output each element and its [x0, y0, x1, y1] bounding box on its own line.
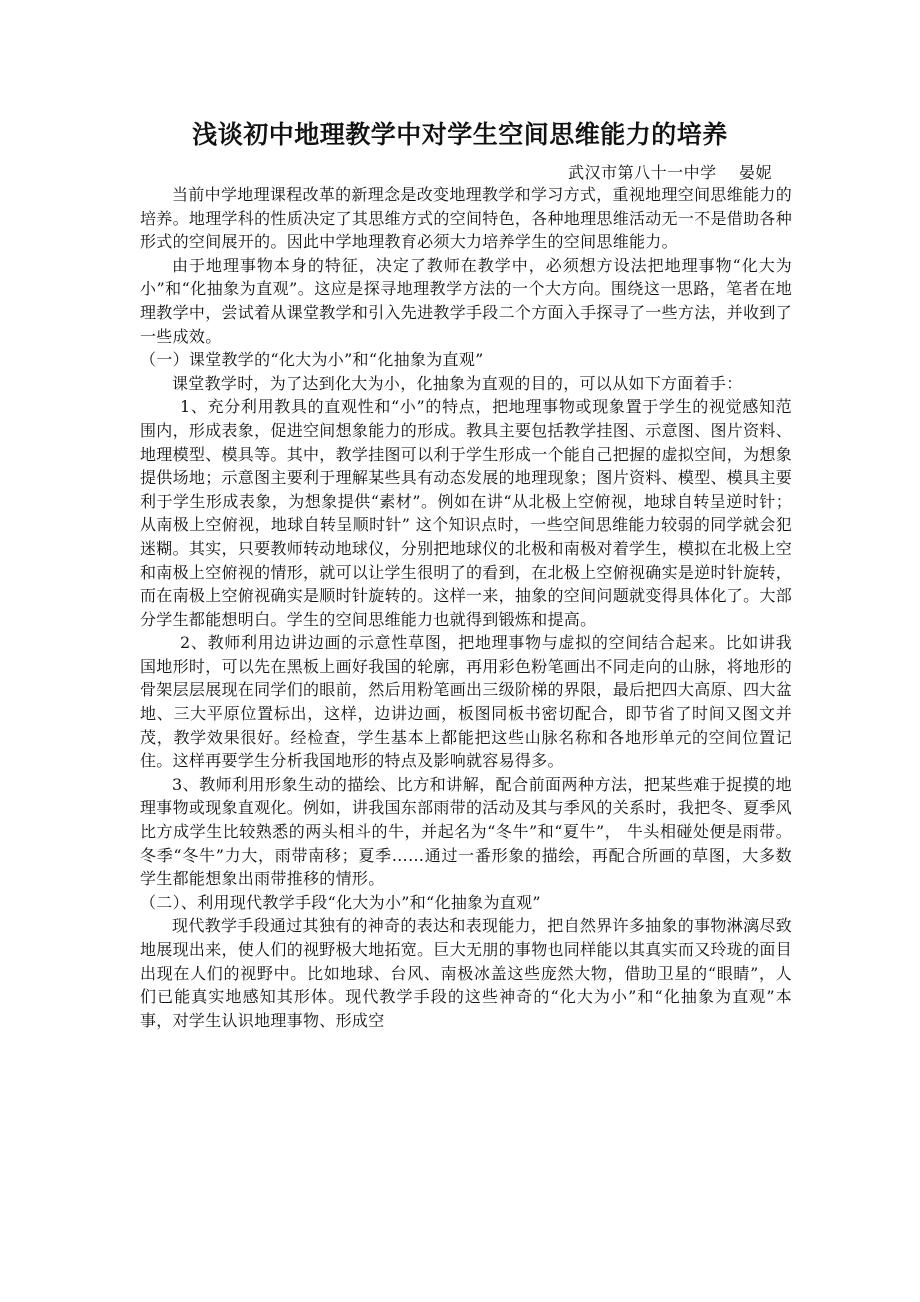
- section-heading-classroom: （一）课堂教学的“化大为小”和“化抽象为直观”: [140, 350, 484, 370]
- paragraph-point-2: 2、教师利用边讲边画的示意性草图，把地理事物与虚拟的空间结合起来。比如讲我国地形时，可以先在黑板上画好我国的轮廓，再用彩色粉笔画出不同走向的山脉，将地形的骨架层层展现在同学们的眼前，然后用粉笔画出三级阶梯的界限，最后把四大高原、四大盆地、三大平原位置标出，这样，边讲边画，板图同板书密切配合，即节省了时间又图文并茂，教学效果很好。经检查，学生基本上都能把这些山脉名称和各地形单元的空间位置记住。这样再要学生分析我国地形的特点及影响就容易得多。: [140, 633, 793, 771]
- section-heading-modern: （二）、利用现代教学手段“化大为小”和“化抽象为直观”: [140, 892, 541, 912]
- paragraph-classroom-intro: 课堂教学时，为了达到化大为小，化抽象为直观的目的，可以从如下方面着手：: [172, 373, 743, 393]
- document-body: [140, 183, 792, 1032]
- document-title: 浅谈初中地理教学中对学生空间思维能力的培养: [192, 120, 728, 149]
- author-line: 武汉市第八十一中学 晏妮: [568, 163, 772, 182]
- paragraph-approach: 由于地理事物本身的特征，决定了教师在教学中，必须想方设法把地理事物“化大为小”和“化抽象为直观”。这应是探寻地理教学方法的一个大方向。围绕这一思路，笔者在地理教学中，尝试着从课堂教学和引入先进教学手段二个方面入手探寻了一些方法，并收到了一些成效。: [140, 255, 793, 346]
- paragraph-intro: 当前中学地理课程改革的新理念是改变地理教学和学习方式，重视地理空间思维能力的培养。地理学科的性质决定了其思维方式的空间特色，各种地理思维活动无一不是借助各种形式的空间展开的。因此中学地理教育必须大力培养学生的空间思维能力。: [140, 185, 793, 252]
- paragraph-modern: 现代教学手段通过其独有的神奇的表达和表现能力，把自然界许多抽象的事物淋漓尽致地展现出来，使人们的视野极大地拓宽。巨大无朋的事物也同样能以其真实而又玲珑的面目出现在人们的视野中。比如地球、台风、南极冰盖这些庞然大物，借助卫星的“眼睛”，人们已能真实地感知其形体。现代教学手段的这些神奇的“化大为小”和“化抽象为直观”本事，对学生认识地理事物、形成空: [140, 916, 793, 1030]
- paragraph-point-1: 1、充分利用教具的直观性和“小”的特点，把地理事物或现象置于学生的视觉感知范围内，形成表象，促进空间想象能力的形成。教具主要包括教学挂图、示意图、图片资料、地理模型、模具等。其中，教学挂图可以利于学生形成一个能自己把握的虚拟空间，为想象提供场地；示意图主要利于理解某些具有动态发展的地理现象；图片资料、模型、模具主要利于学生形成表象，为想象提供“素材”。例如在讲“从北极上空俯视，地球自转呈逆时针；从南极上空俯视，地球自转呈顺时针” 这个知识点时，一些空间思维能力较弱的同学就会犯迷糊。其实，只要教师转动地球仪，分别把地球仪的北极和南极对着学生，模拟在北极上空和南极上空俯视的情形，就可以让学生很明了的看到，在北极上空俯视确实是逆时针旋转，而在南极上空俯视确实是顺时针旋转的。这样一来，抽象的空间问题就变得具体化了。大部分学生都能想明白。学生的空间思维能力也就得到锻炼和提高。: [140, 397, 793, 629]
- paragraph-point-3: 3、教师利用形象生动的描绘、比方和讲解，配合前面两种方法，把某些难于捉摸的地理事物或现象直观化。例如，讲我国东部雨带的活动及其与季风的关系时，我把冬、夏季风比方成学生比较熟悉的两头相斗的牛，并起名为“冬牛”和“夏牛”， 牛头相碰处便是雨带。冬季“冬牛”力大，雨带南移；夏季……通过一番形象的描绘，再配合所画的草图，大多数学生都能想象出雨带推移的情形。: [140, 774, 793, 889]
